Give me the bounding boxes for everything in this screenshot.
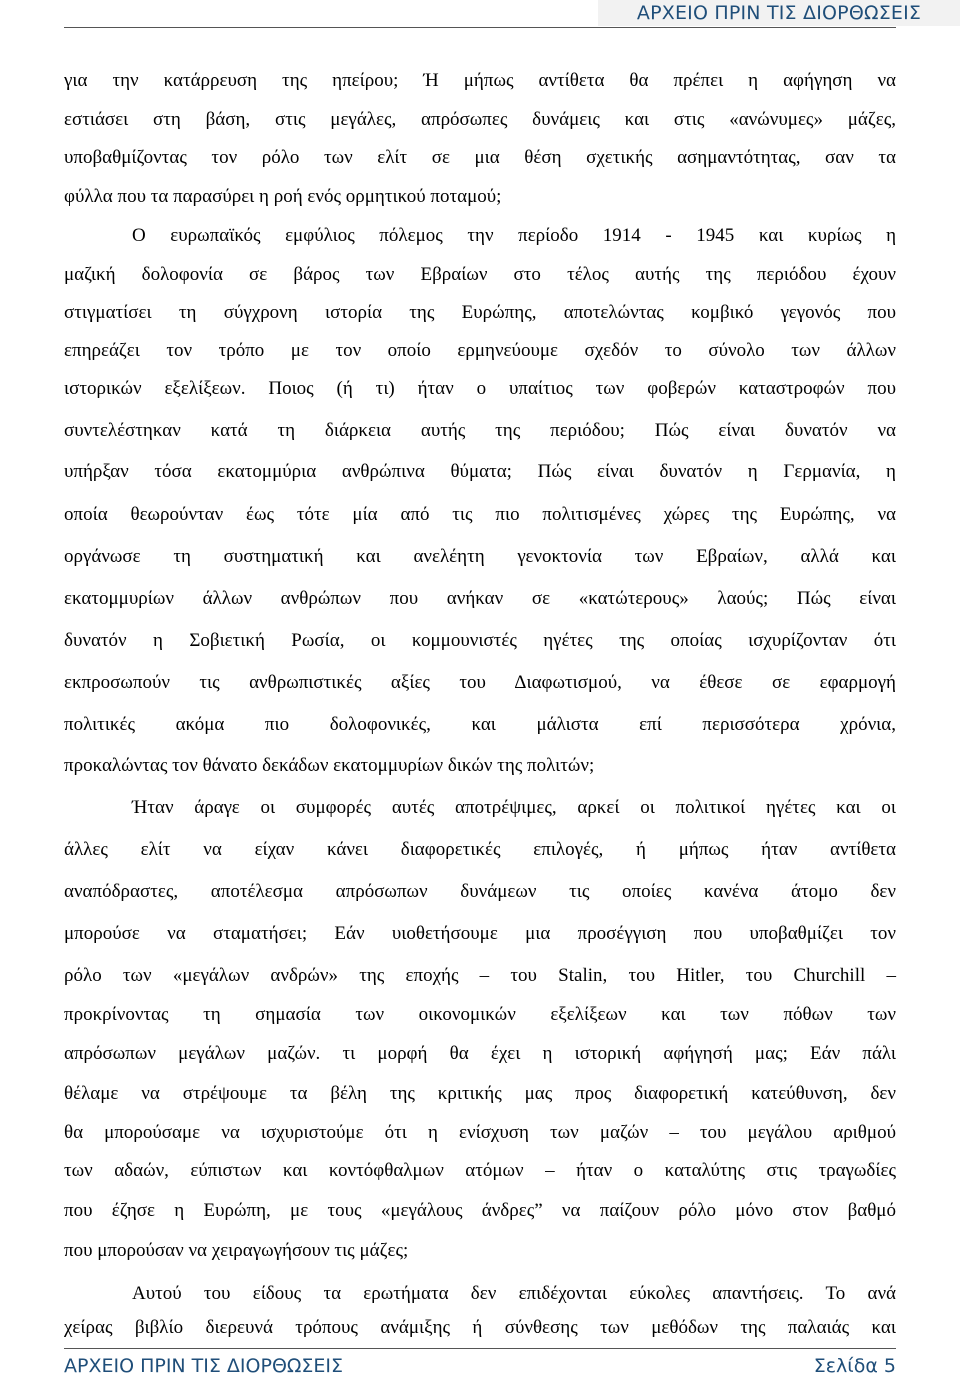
footer-divider [64,1348,896,1349]
text-line: που μπορούσαν να χειραγωγήσουν τις μάζες; [64,1240,409,1261]
text-line: εκπροσωπούν τις ανθρωπιστικές αξίες του Διαφωτισμού, να έθεσε σε εφαρμογή [64,672,896,693]
text-line: προκρίνοντας τη σημασία των οικονομικών εξελίξεων και των πόθων των [64,1004,896,1025]
text-line: οργάνωσε τη συστηματική και ανελέητη γενοκτονία των Εβραίων, αλλά και [64,546,896,567]
text-line: προκαλώντας τον θάνατο δεκάδων εκατομμυρίων δικών της πολιτών; [64,755,595,776]
text-line: υπήρξαν τόσα εκατομμύρια ανθρώπινα θύματα; Πώς είναι δυνατόν η Γερμανία, η [64,461,896,482]
text-line: των αδαών, εύπιστων και κοντόφθαλμων ατόμων – ήταν ο καταλύτης στις τραγωδίες [64,1160,896,1181]
text-line: δυνατόν η Σοβιετική Ρωσία, οι κομμουνιστές ηγέτες της οποίας ισχυρίζονταν ότι [64,630,896,651]
page-number: Σελίδα 5 [813,1354,896,1377]
text-line: πολιτικές ακόμα πιο δολοφονικές, και μάλιστα επί περισσότερα χρόνια, [64,714,896,735]
text-line: εκατομμυρίων άλλων ανθρώπων που ανήκαν σε «κατώτερους» λαούς; Πώς είναι [64,588,896,609]
text-line: οποία θεωρούνταν έως τότε μία από τις πιο πολιτισμένες χώρες της Ευρώπης, να [64,504,896,525]
text-line: συντελέστηκαν κατά τη διάρκεια αυτής της περιόδου; Πώς είναι δυνατόν να [64,420,896,441]
text-line: φύλλα που τα παρασύρει η ροή ενός ορμητικού ποταμού; [64,186,502,207]
text-line: στιγματίσει τη σύγχρονη ιστορία της Ευρώπης, αποτελώντας κομβικό γεγονός που [64,302,896,323]
page-header: ΑΡΧΕΙΟ ΠΡΙΝ ΤΙΣ ΔΙΟΡΘΩΣΕΙΣ [598,0,960,26]
text-line: θέλαμε να στρέψουμε τα βέλη της κριτικής μας προς διαφορετική κατεύθυνση, δεν [64,1083,896,1104]
footer-title: ΑΡΧΕΙΟ ΠΡΙΝ ΤΙΣ ΔΙΟΡΘΩΣΕΙΣ [64,1354,344,1377]
text-line: απρόσωπων μεγάλων μαζών. τι μορφή θα έχει η ιστορική αφήγησή μας; Εάν πάλι [64,1043,896,1064]
text-line: αναπόδραστες, αποτέλεσμα απρόσωπων δυνάμεων τις οποίες κανένα άτομο δεν [64,881,896,902]
text-line: άλλες ελίτ να είχαν κάνει διαφορετικές επιλογές, ή μήπως ήταν αντίθετα [64,839,896,860]
text-line: Αυτού του είδους τα ερωτήματα δεν επιδέχονται εύκολες απαντήσεις. Το ανά [132,1283,896,1304]
text-line: μπορούσε να σταματήσει; Εάν υιοθετήσουμε μια προσέγγιση που υποβαθμίζει τον [64,923,896,944]
text-line: επηρεάζει τον τρόπο με τον οποίο ερμηνεύουμε σχεδόν το σύνολο των άλλων [64,340,896,361]
text-line: υποβαθμίζοντας τον ρόλο των ελίτ σε μια θέση σχετικής ασημαντότητας, σαν τα [64,147,896,168]
text-line: που έζησε η Ευρώπη, με τους «μεγάλους άνδρες” να παίζουν ρόλο μόνο στον βαθμό [64,1200,896,1221]
header-divider [64,27,896,28]
page-footer [64,1350,896,1381]
text-line: χείρας βιβλίο διερευνά τρόπους ανάμιξης ή σύνθεσης των μεθόδων της παλαιάς και [64,1317,896,1338]
text-line: Ο ευρωπαϊκός εμφύλιος πόλεμος την περίοδο 1914 - 1945 και κυρίως η [132,225,896,246]
text-line: Ήταν άραγε οι συμφορές αυτές αποτρέψιμες, αρκεί οι πολιτικοί ηγέτες και οι [132,797,896,818]
text-line: για την κατάρρευση της ηπείρου; Ή μήπως αντίθετα θα πρέπει η αφήγηση να [64,70,896,91]
text-line: εστιάσει στη βάση, στις μεγάλες, απρόσωπες δυνάμεις και στις «ανώνυμες» μάζες, [64,109,896,130]
text-line: μαζική δολοφονία σε βάρος των Εβραίων στο τέλος αυτής της περιόδου έχουν [64,264,896,285]
text-line: ρόλο των «μεγάλων ανδρών» της εποχής – του Stalin, του Hitler, του Churchill – [64,965,896,986]
text-line: θα μπορούσαμε να ισχυριστούμε ότι η ενίσχυση των μαζών – του μεγάλου αριθμού [64,1122,896,1143]
text-line: ιστορικών εξελίξεων. Ποιος (ή τι) ήταν ο υπαίτιος των φοβερών καταστροφών που [64,378,896,399]
